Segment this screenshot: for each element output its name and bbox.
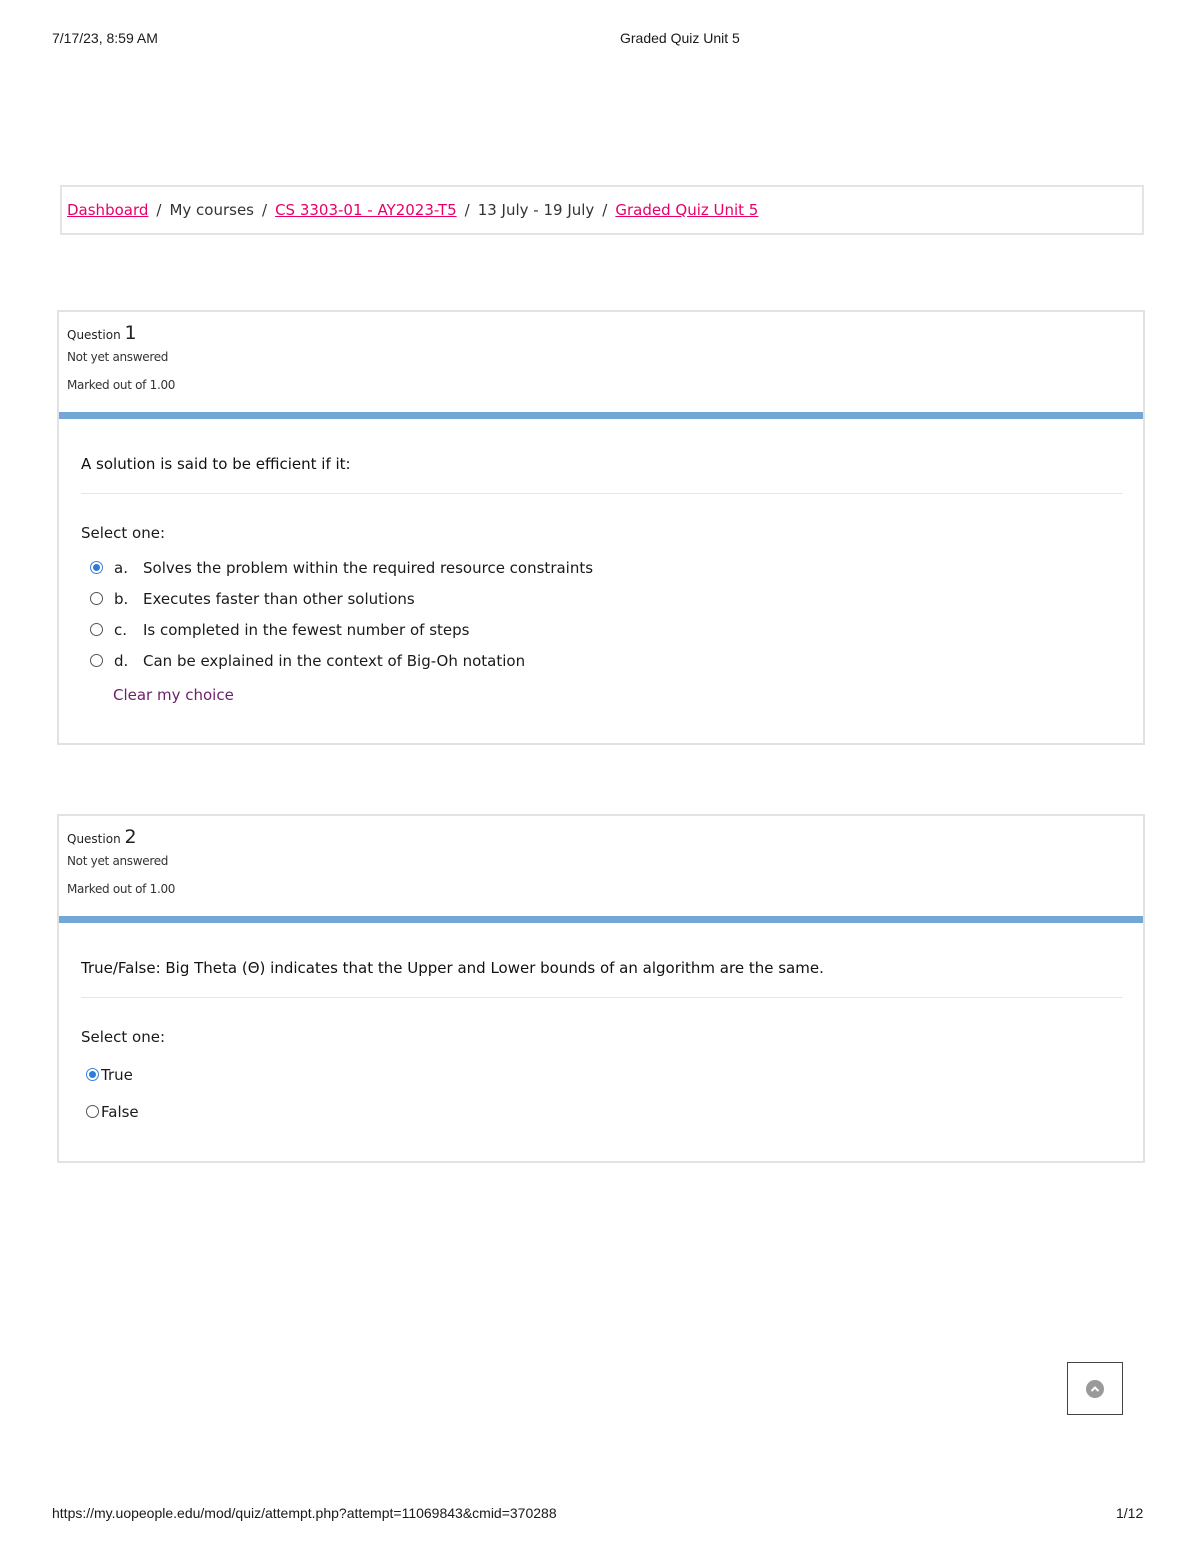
breadcrumb-separator: / (262, 201, 268, 219)
option-letter: a. (114, 558, 128, 577)
question-grade: Marked out of 1.00 (67, 378, 176, 392)
breadcrumb-course-link[interactable]: CS 3303-01 - AY2023-T5 (275, 201, 457, 219)
chevron-up-circle-icon (1086, 1380, 1104, 1398)
breadcrumb-quiz-link[interactable]: Graded Quiz Unit 5 (615, 201, 759, 219)
question-number-value: 2 (124, 826, 137, 848)
question-content (59, 419, 1143, 724)
question-divider-bar (59, 916, 1143, 923)
breadcrumb-separator: / (602, 201, 608, 219)
question-text: True/False: Big Theta (Θ) indicates that the Upper and Lower bounds of an algorithm are the same. (81, 959, 1123, 998)
option-text: Solves the problem within the required resource constraints (143, 558, 594, 577)
question-info (59, 816, 1143, 916)
radio-button[interactable] (90, 654, 103, 667)
breadcrumb-my-courses: My courses (169, 201, 254, 219)
option-letter: b. (114, 589, 129, 608)
question-number (67, 322, 1135, 344)
question-number (67, 826, 1135, 848)
option-letter: d. (114, 651, 129, 670)
print-page-number: 1/12 (1116, 1505, 1144, 1521)
select-one-prompt: Select one: (81, 1028, 166, 1046)
question-number-value: 1 (124, 322, 137, 344)
option-text: Executes faster than other solutions (143, 589, 415, 608)
answer-option-true[interactable] (81, 1056, 1123, 1093)
option-text: False (101, 1102, 139, 1121)
answer-option-c[interactable] (81, 614, 1123, 645)
radio-button[interactable] (90, 592, 103, 605)
question-content (59, 923, 1143, 1150)
question-label: Question (67, 328, 121, 342)
print-header (0, 30, 1200, 50)
option-text: Can be explained in the context of Big-Oh notation (143, 651, 526, 670)
scroll-to-top-button[interactable] (1067, 1362, 1123, 1415)
answer-option-b[interactable] (81, 583, 1123, 614)
print-url: https://my.uopeople.edu/mod/quiz/attempt.php?attempt=11069843&cmid=370288 (52, 1505, 557, 1521)
breadcrumb (60, 185, 1144, 235)
question-text: A solution is said to be efficient if it: (81, 455, 1123, 494)
radio-button[interactable] (90, 623, 103, 636)
answer-option-d[interactable] (81, 645, 1123, 676)
answer-option-a[interactable] (81, 552, 1123, 583)
radio-button-selected[interactable] (86, 1068, 99, 1081)
option-text: Is completed in the fewest number of steps (143, 620, 470, 639)
print-title: Graded Quiz Unit 5 (620, 30, 740, 46)
question-2 (57, 814, 1145, 1163)
breadcrumb-dashboard-link[interactable]: Dashboard (67, 201, 149, 219)
option-letter: c. (114, 620, 128, 639)
breadcrumb-week: 13 July - 19 July (477, 201, 595, 219)
question-grade: Marked out of 1.00 (67, 882, 176, 896)
breadcrumb-separator: / (156, 201, 162, 219)
question-state: Not yet answered (67, 350, 169, 364)
question-info (59, 312, 1143, 412)
answer-option-false[interactable] (81, 1093, 1123, 1130)
radio-button-selected[interactable] (90, 561, 103, 574)
select-one-prompt: Select one: (81, 524, 166, 542)
radio-button[interactable] (86, 1105, 99, 1118)
question-1 (57, 310, 1145, 745)
question-state: Not yet answered (67, 854, 169, 868)
question-divider-bar (59, 412, 1143, 419)
breadcrumb-separator: / (464, 201, 470, 219)
clear-my-choice-link[interactable]: Clear my choice (113, 686, 234, 704)
print-date: 7/17/23, 8:59 AM (52, 30, 158, 46)
question-label: Question (67, 832, 121, 846)
option-text: True (101, 1065, 133, 1084)
